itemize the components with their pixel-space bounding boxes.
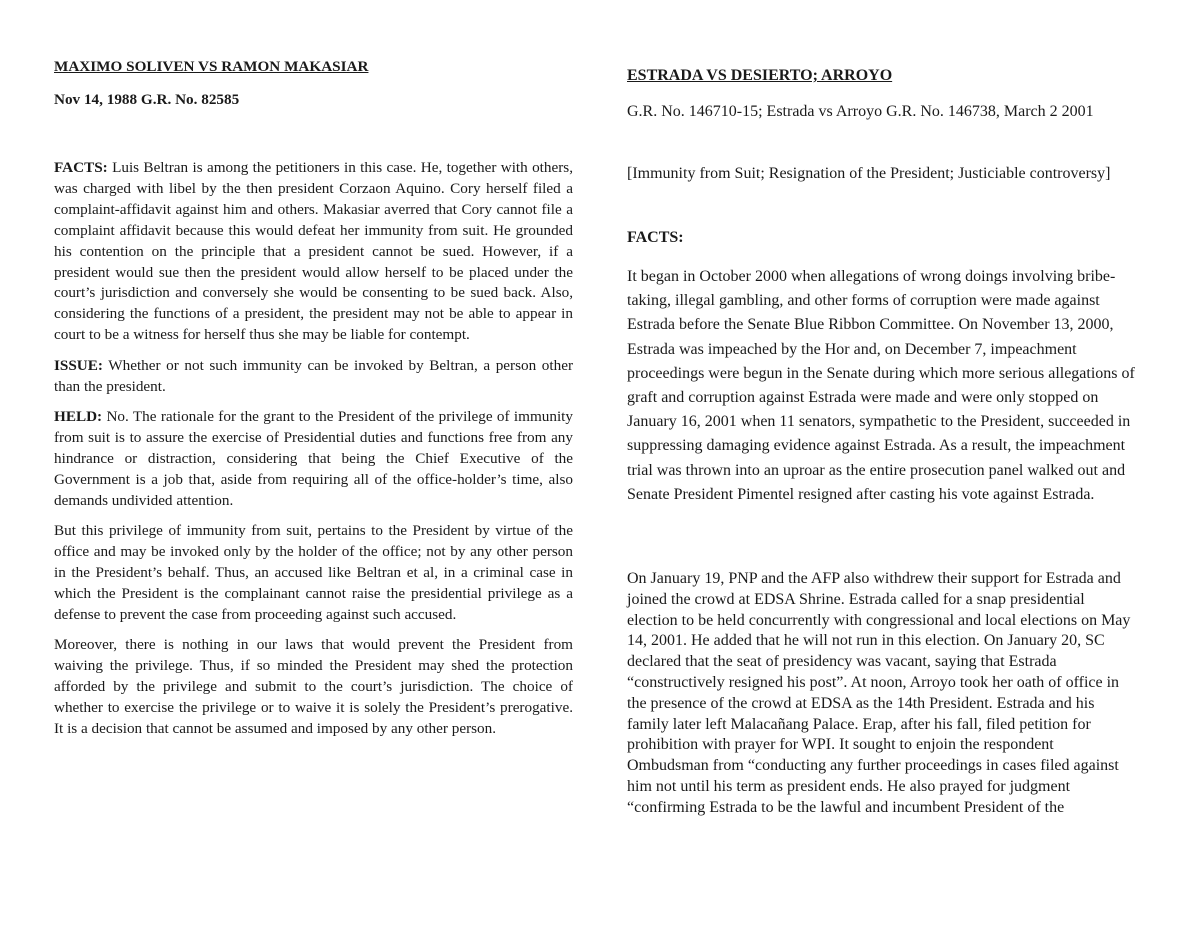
case-title-soliven: MAXIMO SOLIVEN VS RAMON MAKASIAR xyxy=(54,58,369,75)
facts-paragraph-1: It began in October 2000 when allegations of wrong doings involving bribe-taking, illegal gambling, and other forms of corruption were made against Estrada before the Senate Blue Ribbon Committee. On November 13, 2000, Estrada was impeached by the Hor and, on December 7, impeachment proceedings were begun in the Senate during which more serious allegations of graft and corruption against Estrada were made and were only stopped on January 16, 2001 when 11 senators, sympathetic to the President, succeeded in suppressing damaging evidence against Estrada. As a result, the impeachment trial was thrown into an uproar as the entire prosecution panel walked out and Senate President Pimentel resigned after casting his vote against Estrada. xyxy=(627,268,1135,503)
facts-text: Luis Beltran is among the petitioners in this case. He, together with others, was charged with libel by the then president Corzaon Aquino. Cory herself filed a complaint-affidavit against him and others. Makasiar averred that Cory cannot file a complaint affidavit because this would defeat her immunity from suit. He grounded his contention on the principle that a president cannot be sued. However, if a president would sue then the president would allow herself to be placed under the court’s jurisdiction and conversely she would be consenting to be sued back. Also, considering the functions of a president, the president may not be able to appear in court to be a witness for herself thus she may be liable for contempt. xyxy=(54,159,573,344)
facts-paragraph xyxy=(54,158,573,346)
issue-label: ISSUE: xyxy=(54,356,103,374)
case-topics: [Immunity from Suit; Resignation of the President; Justiciable controversy] xyxy=(627,165,1111,182)
privilege-paragraph: But this privilege of immunity from suit, pertains to the President by virtue of the office and may be invoked only by the holder of the office; not by any other person in the President’s behalf. Thus, an accused like Beltran et al, in a criminal case in which the President is the complainant cannot raise the presidential privilege as a defense to prevent the case from proceeding against such accused. xyxy=(54,522,573,623)
case-title-estrada: ESTRADA VS DESIERTO; ARROYO xyxy=(627,67,893,84)
held-label: HELD: xyxy=(54,407,103,425)
issue-text: Whether or not such immunity can be invoked by Beltran, a person other than the president. xyxy=(54,356,573,395)
issue-paragraph xyxy=(54,356,573,398)
case-gr-number: G.R. No. 146710-15; Estrada vs Arroyo G.R. No. 146738, March 2 2001 xyxy=(627,103,1094,120)
held-paragraph xyxy=(54,407,573,512)
moreover-paragraph: Moreover, there is nothing in our laws that would prevent the President from waiving the privilege. Thus, if so minded the President may shed the protection afforded by the privilege and submit to the court’s jurisdiction. The choice of whether to exercise the privilege or to waive it is solely the President’s prerogative. It is a decision that cannot be assumed and imposed by any other person. xyxy=(54,636,573,737)
case-date-soliven: Nov 14, 1988 G.R. No. 82585 xyxy=(54,91,240,108)
facts-heading: FACTS: xyxy=(627,229,684,246)
facts-label: FACTS: xyxy=(54,159,108,176)
held-text: No. The rationale for the grant to the President of the privilege of immunity from suit is to assure the exercise of Presidential duties and functions free from any hindrance or distraction, considering that being the Chief Executive of the Government is a job that, aside from requiring all of the office-holder’s time, also demands undivided attention. xyxy=(54,407,573,509)
facts-paragraph-2: On January 19, PNP and the AFP also withdrew their support for Estrada and joined the crowd at EDSA Shrine. Estrada called for a snap presidential election to be held concurrently with congressional and local elections on May 14, 2001. He added that he will not run in this election. On January 20, SC declared that the seat of presidency was vacant, saying that Estrada “constructively resigned his post”. At noon, Arroyo took her oath of office in the presence of the crowd at EDSA as the 14th President. Estrada and his family later left Malacañang Palace. Erap, after his fall, filed petition for prohibition with prayer for WPI. It sought to enjoin the respondent Ombudsman from “conducting any further proceedings in cases filed against him not until his term as president ends. He also prayed for judgment “confirming Estrada to be the lawful and incumbent President of the xyxy=(627,570,1131,816)
case-body-soliven xyxy=(54,158,573,749)
